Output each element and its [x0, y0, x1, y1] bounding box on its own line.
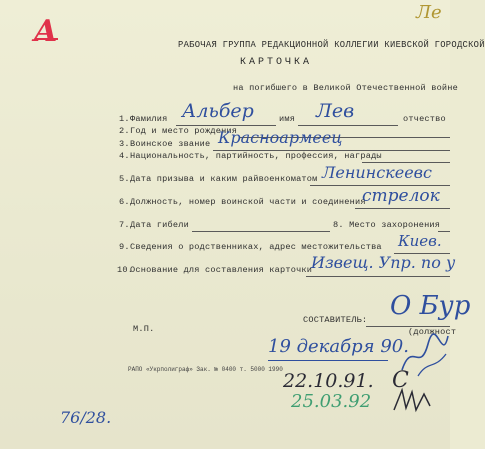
composer-signature: О Бур [390, 291, 471, 321]
field-8-label: 8. Место захоронения [333, 220, 441, 230]
field-6-value: стрелок [362, 186, 440, 206]
field-2-num: 2. [119, 126, 130, 136]
top-right-note: Ле [416, 2, 442, 23]
date-third: 25.03.92 [291, 391, 372, 412]
field-6-line [355, 208, 450, 209]
position-label: (должност [408, 327, 457, 337]
field-1-extra-label: имя [279, 114, 296, 124]
field-2-label: Год и место рождения [130, 126, 238, 136]
field-4-num: 4. [119, 151, 130, 161]
field-6-label: Должность, номер воинской части и соединения [130, 197, 366, 207]
org-line: РАБОЧАЯ ГРУППА РЕДАКЦИОННОЙ КОЛЛЕГИИ КИЕВСКОЙ ГОРОДСКОЙ [178, 40, 485, 50]
card-title: КАРТОЧКА [240, 57, 313, 68]
field-7-label: Дата гибели [130, 220, 189, 230]
field-10-num: 10. [117, 265, 134, 275]
field-3-label: Воинское звание [130, 139, 211, 149]
field-1-extra-value: Лев [316, 100, 355, 122]
field-3-value: Красноармеец [218, 128, 343, 147]
date-second-scribble: С [392, 368, 409, 393]
field-5-value: Ленинскеевс [322, 163, 432, 182]
corner-mark: A [34, 14, 58, 49]
field-3-num: 3. [119, 139, 130, 149]
corner-underline [36, 38, 58, 40]
date-underline [268, 360, 388, 361]
date-third-scribble [392, 386, 432, 416]
archive-ref: 76/28. [60, 408, 112, 427]
field-9-label: Сведения о родственниках, адрес местожительства [130, 242, 382, 252]
field-7-line [192, 231, 330, 232]
field-9-value: Киев. [398, 232, 442, 250]
print-note: РАПО «Укрполиграф» Зак. № 0400 т. 5000 1990 [128, 366, 283, 373]
field-1-value: Альбер [182, 100, 254, 122]
field-1-num: 1. [119, 114, 130, 124]
card-subtitle: на погибшего в Великой Отечественной войне [233, 83, 458, 93]
field-10-label: Основание для составления карточки [130, 265, 313, 275]
field-5-num: 5. [119, 174, 130, 184]
field-4-label: Национальность, партийность, профессия, награды [130, 151, 382, 161]
handwritten-date: 19 декабря 90. [268, 336, 409, 357]
date-second: 22.10.91. [283, 370, 374, 392]
field-7-num: 7. [119, 220, 130, 230]
field-1-extra-line [298, 125, 398, 126]
field-10-value: Извещ. Упр. по у [311, 253, 456, 272]
field-9-num: 9. [119, 242, 130, 252]
field-5-label: Дата призыва и каким райвоенкоматом [130, 174, 318, 184]
field-10-line [306, 276, 450, 277]
stamp-label: М.П. [133, 324, 155, 334]
field-1-label: Фамилия [130, 114, 168, 124]
field-1-tail-label: отчество [403, 114, 446, 124]
field-6-num: 6. [119, 197, 130, 207]
composer-label: СОСТАВИТЕЛЬ: [303, 315, 368, 325]
